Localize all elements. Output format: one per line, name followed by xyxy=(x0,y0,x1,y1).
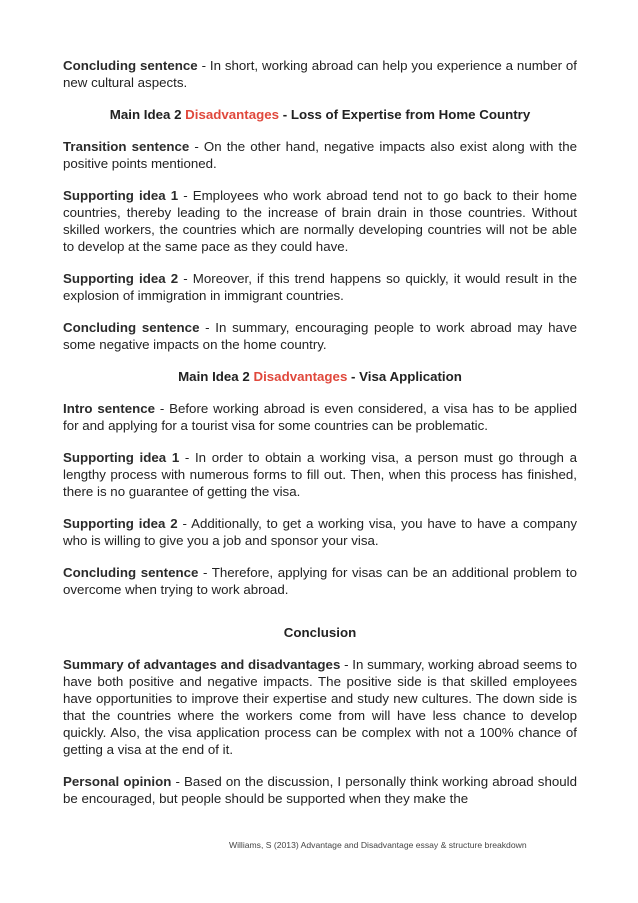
para-label: Supporting idea 1 xyxy=(63,188,179,203)
paragraph-concluding-3 xyxy=(63,564,577,598)
heading-suffix: - Loss of Expertise from Home Country xyxy=(279,107,531,122)
para-label: Concluding sentence xyxy=(63,58,198,73)
paragraph-supporting-1 xyxy=(63,187,577,255)
para-label: Personal opinion xyxy=(63,774,172,789)
footer-citation: Williams, S (2013) Advantage and Disadvantage essay & structure breakdown xyxy=(229,840,527,850)
para-label: Concluding sentence xyxy=(63,565,199,580)
heading-prefix: Main Idea 2 xyxy=(178,369,254,384)
para-text: - Before working abroad is even considered, a visa has to be applied for and applying for a tourist visa for some countries can be problematic. xyxy=(63,401,577,433)
para-text: - Therefore, applying for visas can be an additional problem to overcome when trying to work abroad. xyxy=(63,565,577,597)
heading-main-idea-expertise xyxy=(63,106,577,123)
paragraph-supporting-4 xyxy=(63,515,577,549)
paragraph-concluding-1 xyxy=(63,57,577,91)
para-text: - In short, working abroad can help you experience a number of new cultural aspects. xyxy=(63,58,577,90)
para-text: - Based on the discussion, I personally think working abroad should be encouraged, but people should be supported when they make the xyxy=(63,774,577,806)
paragraph-transition xyxy=(63,138,577,172)
para-label: Summary of advantages and disadvantages xyxy=(63,657,341,672)
paragraph-intro xyxy=(63,400,577,434)
heading-suffix: - Visa Application xyxy=(347,369,462,384)
paragraph-supporting-3 xyxy=(63,449,577,500)
para-text: - On the other hand, negative impacts also exist along with the positive points mentioned. xyxy=(63,139,578,171)
para-label: Concluding sentence xyxy=(63,320,200,335)
document-page xyxy=(63,57,577,822)
paragraph-concluding-2 xyxy=(63,319,577,353)
para-text: - Additionally, to get a working visa, you have to have a company who is willing to give you a job and sponsor your visa. xyxy=(63,516,577,548)
para-label: Supporting idea 2 xyxy=(63,516,178,531)
para-label: Supporting idea 1 xyxy=(63,450,180,465)
para-text: - Moreover, if this trend happens so quickly, it would result in the explosion of immigration in immigrant countries. xyxy=(63,271,577,303)
paragraph-personal-opinion xyxy=(63,773,577,807)
heading-highlight: Disadvantages xyxy=(253,369,348,384)
heading-conclusion: Conclusion xyxy=(283,625,357,640)
para-text: - In summary, working abroad seems to have both positive and negative impacts. The positive side is that skilled employees have opportunities to improve their expertise and study new cultures. The down side is that the countries where the workers come from will have less chance to develop quickly. Also, the visa application process can be complex with not a 100% chance of getting a visa at the end of it. xyxy=(63,657,577,757)
para-text: - In summary, encouraging people to work abroad may have some negative impacts on the home country. xyxy=(63,320,577,352)
para-label: Transition sentence xyxy=(63,139,190,154)
para-label: Intro sentence xyxy=(63,401,156,416)
heading-prefix: Main Idea 2 xyxy=(109,107,186,122)
para-text: - Employees who work abroad tend not to go back to their home countries, thereby leading to the increase of brain drain in those countries. Without skilled workers, the countries which are normally developing countries will not be able to develop at the same pace as they could have. xyxy=(63,188,577,254)
paragraph-supporting-2 xyxy=(63,270,577,304)
heading-highlight: Disadvantages xyxy=(185,107,280,122)
para-label: Supporting idea 2 xyxy=(63,271,179,286)
para-text: - In order to obtain a working visa, a person must go through a lengthy process with numerous forms to fill out. Then, when this process has finished, there is no guarantee of getting the visa. xyxy=(63,450,577,499)
paragraph-summary xyxy=(63,656,577,758)
heading-main-idea-visa xyxy=(63,368,577,385)
